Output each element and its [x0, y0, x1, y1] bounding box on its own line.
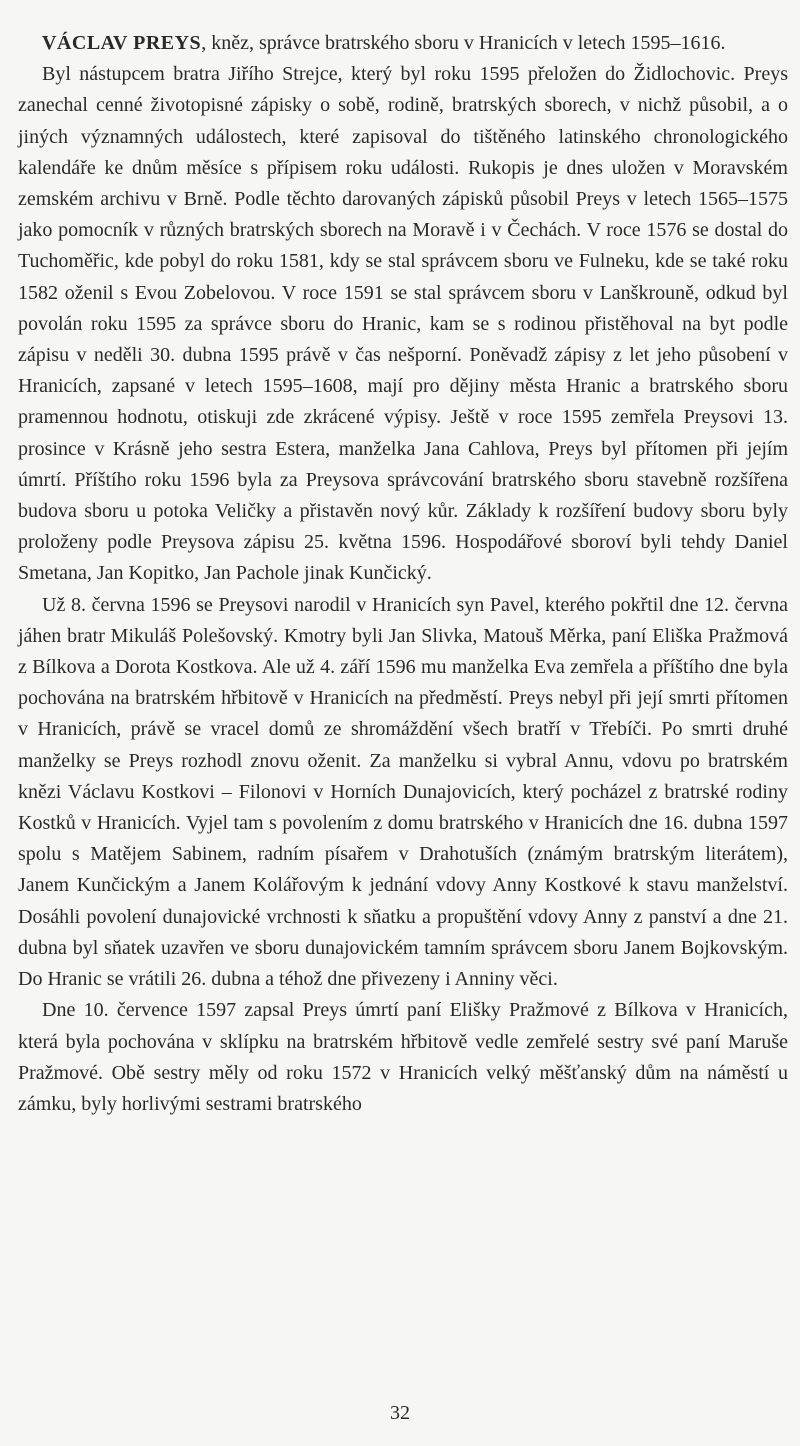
paragraph-1: Byl nástupcem bratra Jiřího Strejce, který byl roku 1595 přeložen do Židlochovic. Preys zanechal cenné životopisné zápisky o sobě, rodině, bratrských sborech, v nichž působil, a o jiných významných událostech, které zapisoval do tištěného latinského chronologického kalendáře ke dnům měsíce s přípisem roku události. Rukopis je dnes uložen v Moravském zemském archivu v Brně. Podle těchto darovaných zápisků působil Preys v letech 1565–1575 jako pomocník v různých bratrských sborech na Moravě i v Čechách. V roce 1576 se dostal do Tuchoměřic, kde pobyl do roku 1581, kdy se stal správcem sboru ve Fulneku, kde se také roku 1582 oženil s Evou Zobelovou. V roce 1591 se stal správcem sboru v Lanškrouně, odkud byl povolán roku 1595 za správce sboru do Hranic, kam se s rodinou přistěhoval na byt podle zápisu v neděli 30. dubna 1595 právě v čas nešporní. Poněvadž zápisy z let jeho působení v Hranicích, zapsané v letech 1595–1608, mají pro dějiny města Hranic a bratrského sboru pramennou hodnotu, otiskuji zde zkrácené výpisy. Ještě v roce 1595 zemřela Preysovi 13. prosince v Krásně jeho sestra Estera, manželka Jana Cahlova, Preys byl přítomen při jejím úmrtí. Příštího roku 1596 byla za Preysova správcování bratrského sboru stavebně rozšířena budova sboru u potoka Veličky a přistavěn nový kůr. Základy k rozšíření budovy sboru byly proloženy podle Preysova zápisu 25. května 1596. Hospodářové sboroví byli tehdy Daniel Smetana, Jan Kopitko, Jan Pachole jinak Kunčický.: [18, 63, 788, 585]
body-text: [18, 28, 788, 1120]
paragraph-3: Dne 10. července 1597 zapsal Preys úmrtí paní Elišky Pražmové z Bílkova v Hranicích, která byla pochována v sklípku na bratrském hřbitově vedle zemřelé sestry své paní Maruše Pražmové. Obě sestry měly od roku 1572 v Hranicích velký měšťanský dům na náměstí u zámku, byly horlivými sestrami bratrského: [18, 999, 788, 1115]
page-number: 32: [390, 1402, 410, 1424]
paragraph-2: Už 8. června 1596 se Preysovi narodil v Hranicích syn Pavel, kterého pokřtil dne 12. června jáhen bratr Mikuláš Polešovský. Kmotry byli Jan Slivka, Matouš Měrka, paní Eliška Pražmová z Bílkova a Dorota Kostkova. Ale už 4. září 1596 mu manželka Eva zemřela a příštího dne byla pochována na bratrském hřbitově v Hranicích na předměstí. Preys nebyl při její smrti přítomen v Hranicích, právě se vracel domů ze shromáždění všech bratří v Třebíči. Po smrti druhé manželky se Preys rozhodl znovu oženit. Za manželku si vybral Annu, vdovu po bratrském knězi Václavu Kostkovi – Filonovi v Horních Dunajovicích, který pocházel z bratrské rodiny Kostků v Hranicích. Vyjel tam s povolením z domu bratrského v Hranicích dne 16. dubna 1597 spolu s Matějem Sabinem, radním písařem v Drahotuších (známým bratrským literátem), Janem Kunčickým a Janem Kolářovým k jednání vdovy Anny Kostkové k stavu manželství. Dosáhli povolení dunajovické vrchnosti k sňatku a propuštění vdovy Anny z panství a dne 21. dubna byl sňatek uzavřen ve sboru dunajovickém tamním správcem sboru Janem Bojkovským. Do Hranic se vrátili 26. dubna a téhož dne přivezeny i Anniny věci.: [18, 593, 788, 991]
heading-name: VÁCLAV PREYS: [42, 32, 202, 54]
paragraph-intro-text: , kněz, správce bratrského sboru v Hranicích v letech 1595–1616.: [201, 32, 726, 54]
paragraph-intro: [18, 28, 788, 59]
